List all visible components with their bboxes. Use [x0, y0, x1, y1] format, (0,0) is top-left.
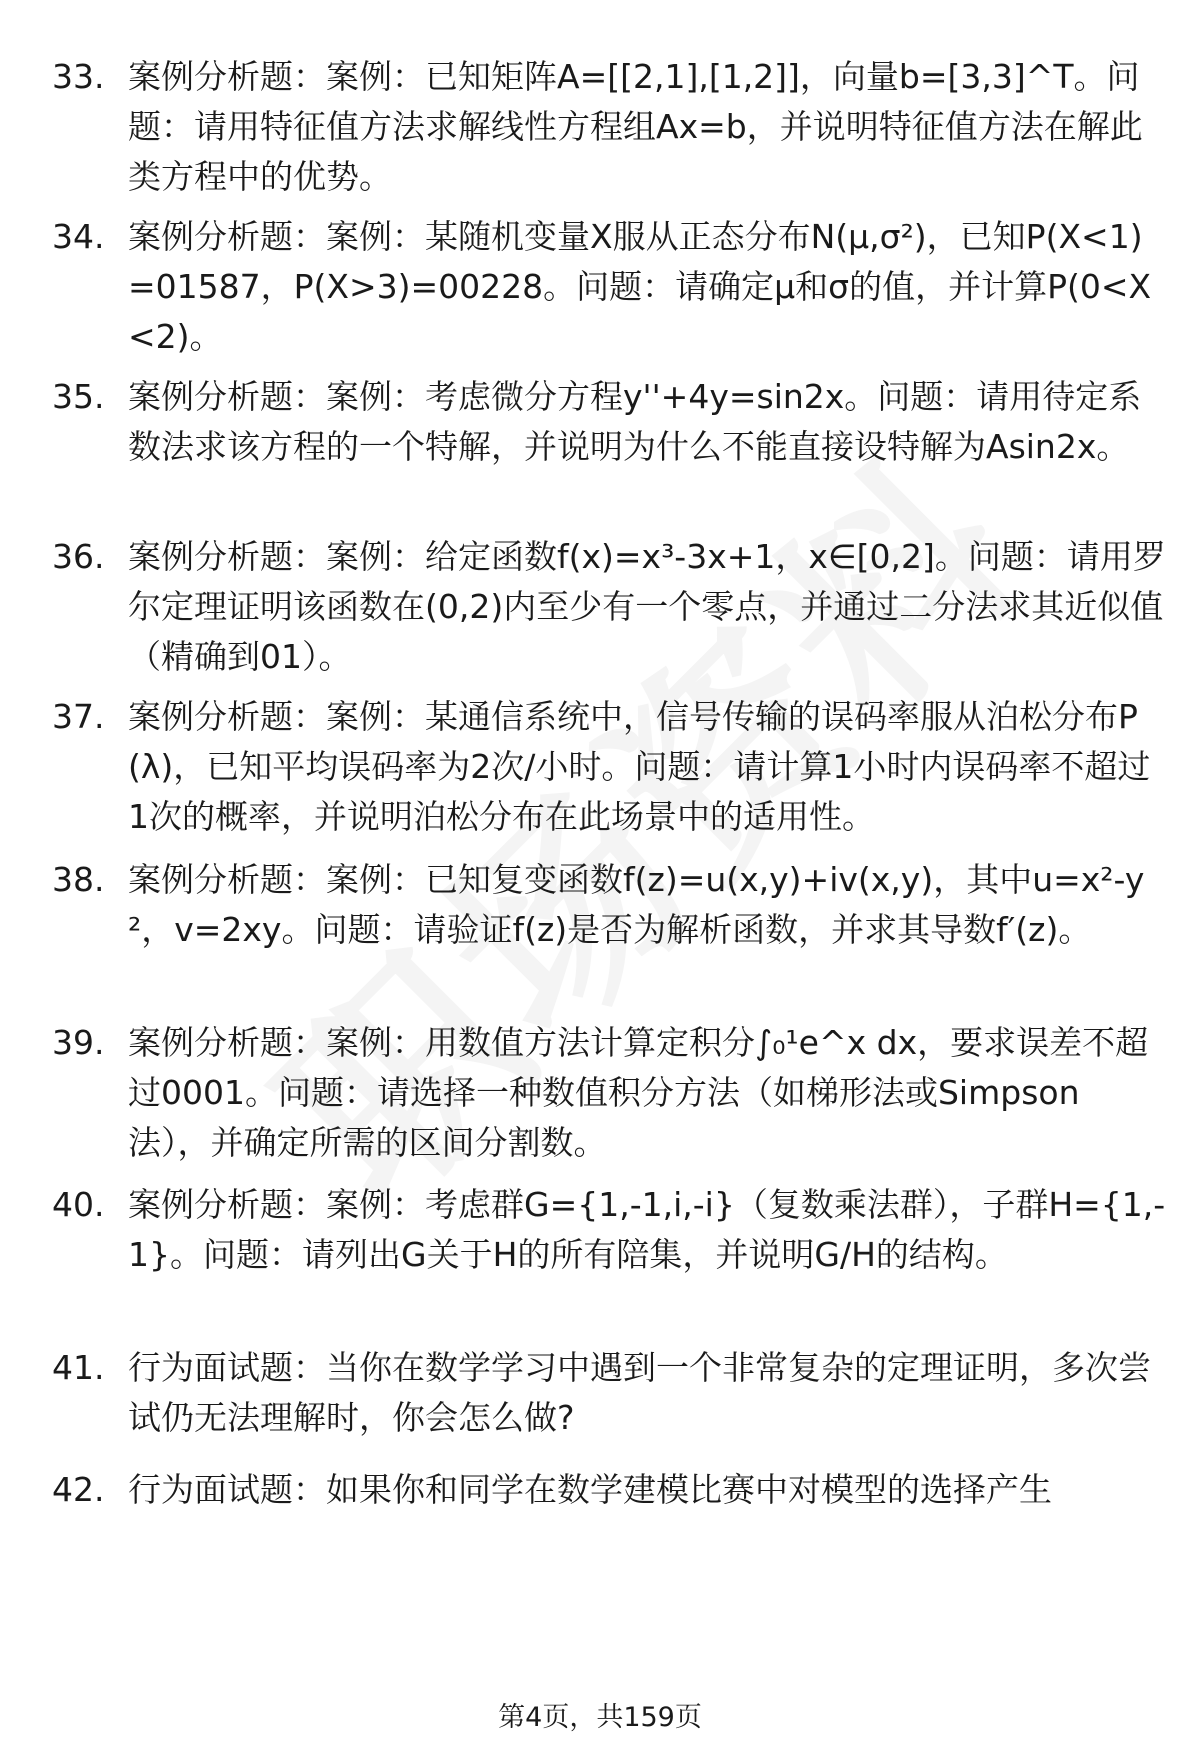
question-number: 35. — [52, 377, 105, 416]
question-text: 行为面试题：如果你和同学在数学建模比赛中对模型的选择产生 — [128, 1470, 1052, 1509]
question-text: 案例分析题：案例：考虑微分方程y''+4y=sin2x。问题：请用待定系数法求该方程的一个特解，并说明为什么不能直接设特解为Asin2x。 — [128, 377, 1142, 466]
question-text: 案例分析题：案例：考虑群G={1,-1,i,-i}（复数乘法群），子群H={1,-1}。问题：请列出G关于H的所有陪集，并说明G/H的结构。 — [128, 1185, 1166, 1274]
question-text: 案例分析题：案例：某随机变量X服从正态分布N(μ,σ²)，已知P(X<1)=01587，P(X>3)=00228。问题：请确定μ和σ的值，并计算P(0<X<2)。 — [128, 217, 1152, 356]
question-number: 39. — [52, 1023, 105, 1062]
question-number: 33. — [52, 57, 105, 96]
question-number: 34. — [52, 217, 105, 256]
question-number: 42. — [52, 1470, 105, 1509]
question-number: 40. — [52, 1185, 105, 1224]
page-footer: 第4页，共159页 — [498, 1702, 702, 1733]
question-text: 案例分析题：案例：某通信系统中，信号传输的误码率服从泊松分布P(λ)，已知平均误码率为2次/小时。问题：请计算1小时内误码率不超过1次的概率，并说明泊松分布在此场景中的适用性。 — [128, 697, 1151, 836]
question-number: 41. — [52, 1348, 105, 1387]
question-number: 38. — [52, 860, 105, 899]
question-text: 案例分析题：案例：用数值方法计算定积分∫₀¹e^x dx，要求误差不超过0001。问题：请选择一种数值积分方法（如梯形法或Simpson 法），并确定所需的区间分割数。 — [128, 1023, 1149, 1162]
question-number: 37. — [52, 697, 105, 736]
question-text: 行为面试题：当你在数学学习中遇到一个非常复杂的定理证明，多次尝试仍无法理解时，你会怎么做? — [128, 1348, 1151, 1437]
question-number: 36. — [52, 537, 105, 576]
question-text: 案例分析题：案例：已知复变函数f(z)=u(x,y)+iv(x,y)，其中u=x²-y²，v=2xy。问题：请验证f(z)是否为解析函数，并求其导数f′(z)。 — [128, 860, 1145, 949]
question-text: 案例分析题：案例：已知矩阵A=[[2,1],[1,2]]，向量b=[3,3]^T。问题：请用特征值方法求解线性方程组Ax=b，并说明特征值方法在解此类方程中的优势。 — [128, 57, 1143, 196]
question-text: 案例分析题：案例：给定函数f(x)=x³-3x+1，x∈[0,2]。问题：请用罗尔定理证明该函数在(0,2)内至少有一个零点，并通过二分法求其近似值（精确到01）。 — [128, 537, 1166, 676]
